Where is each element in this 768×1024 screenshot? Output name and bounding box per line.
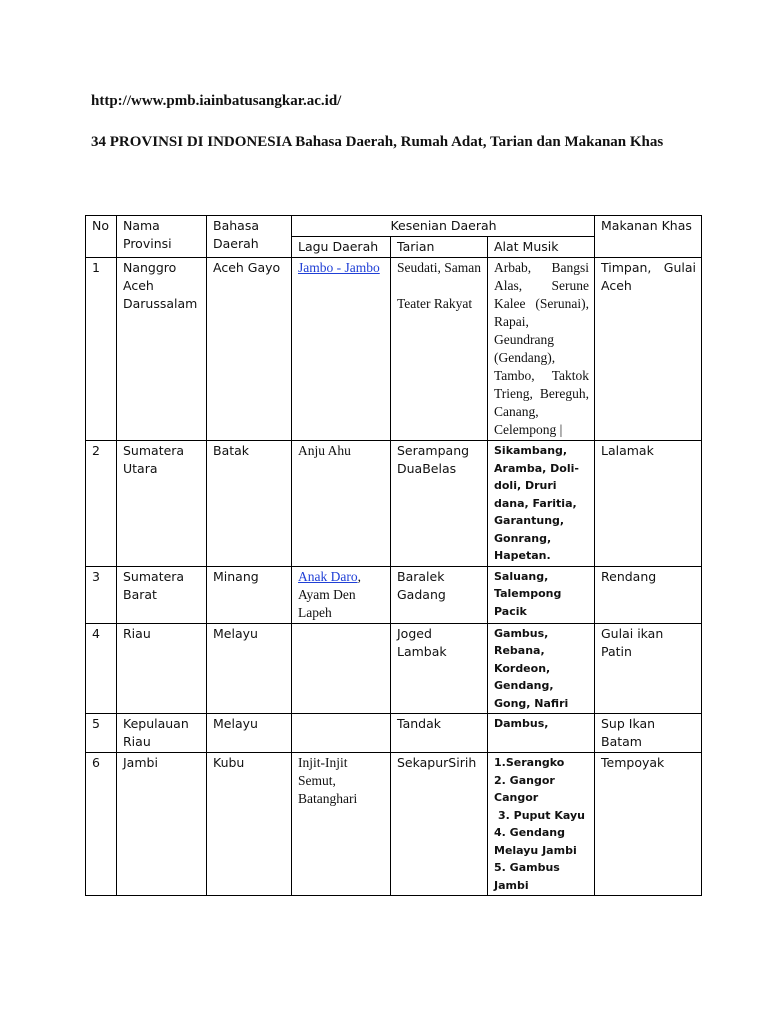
table-row [86, 441, 702, 567]
cell-no: 6 [86, 753, 117, 896]
cell-makanan: Lalamak [595, 441, 702, 567]
cell-tarian: Serampang DuaBelas [391, 441, 488, 567]
cell-provinsi: Nanggro Aceh Darussalam [117, 258, 207, 441]
alat-item: 5. Gambus Jambi [494, 861, 560, 892]
cell-tarian: Joged Lambak [391, 623, 488, 714]
cell-provinsi: Riau [117, 623, 207, 714]
cell-alat: Sikambang, Aramba, Doli-doli, Druri dana, Faritia, Garantung, Gonrang, Hapetan. [488, 441, 595, 567]
header-kesenian: Kesenian Daerah [292, 216, 595, 237]
cell-no: 1 [86, 258, 117, 441]
alat-item: 1.Serangko [494, 756, 565, 769]
cell-lagu [292, 566, 391, 623]
cell-provinsi: Sumatera Barat [117, 566, 207, 623]
lagu-link[interactable]: Jambo - Jambo [298, 260, 380, 275]
header-bahasa: Bahasa Daerah [207, 216, 292, 258]
cell-lagu: Anju Ahu [292, 441, 391, 567]
header-lagu: Lagu Daerah [292, 237, 391, 258]
cell-no: 2 [86, 441, 117, 567]
header-tarian: Tarian [391, 237, 488, 258]
cell-lagu [292, 714, 391, 753]
cell-makanan: Sup Ikan Batam [595, 714, 702, 753]
province-table [85, 215, 702, 896]
cell-bahasa: Melayu [207, 714, 292, 753]
cell-alat: Gambus, Rebana, Kordeon, Gendang, Gong, Nafiri [488, 623, 595, 714]
alat-item: 3. Puput Kayu [498, 808, 585, 822]
lagu-link[interactable]: Anak Daro [298, 568, 358, 584]
cell-no: 4 [86, 623, 117, 714]
cell-bahasa: Minang [207, 566, 292, 623]
cell-alat: Saluang, Talempong Pacik [488, 566, 595, 623]
cell-bahasa: Kubu [207, 753, 292, 896]
cell-bahasa: Batak [207, 441, 292, 567]
header-provinsi: Nama Provinsi [117, 216, 207, 258]
cell-provinsi: Kepulauan Riau [117, 714, 207, 753]
cell-makanan: Tempoyak [595, 753, 702, 896]
table-row [86, 623, 702, 714]
cell-no: 3 [86, 566, 117, 623]
cell-bahasa: Aceh Gayo [207, 258, 292, 441]
cell-lagu [292, 623, 391, 714]
cell-makanan: Gulai ikan Patin [595, 623, 702, 714]
table-row [86, 258, 702, 441]
cell-alat: Arbab, Bangsi Alas, Serune Kalee (Serunai), Rapai, Geundrang (Gendang), Tambo, Taktok Trieng, Bereguh, Canang, Celempong | [488, 258, 595, 441]
page-url: http://www.pmb.iainbatusangkar.ac.id/ [91, 93, 342, 109]
tarian-text: Seudati, Saman [397, 260, 481, 275]
cell-tarian: Tandak [391, 714, 488, 753]
cell-provinsi: Sumatera Utara [117, 441, 207, 567]
cell-tarian [391, 258, 488, 441]
header-row [86, 216, 702, 237]
cell-bahasa: Melayu [207, 623, 292, 714]
alat-item: 2. Gangor Cangor [494, 773, 555, 804]
cell-provinsi: Jambi [117, 753, 207, 896]
cell-makanan: Timpan, Gulai Aceh [595, 258, 702, 441]
cell-makanan: Rendang [595, 566, 702, 623]
cell-no: 5 [86, 714, 117, 753]
cell-lagu [292, 258, 391, 441]
cell-tarian: Baralek Gadang [391, 566, 488, 623]
lagu-text: , Ayam Den Lapeh [298, 568, 361, 620]
cell-lagu: Injit-Injit Semut, Batanghari [292, 753, 391, 896]
alat-item: 4. Gendang Melayu Jambi [494, 826, 577, 857]
document-title: 34 PROVINSI DI INDONESIA Bahasa Daerah, Rumah Adat, Tarian dan Makanan Khas [91, 134, 664, 150]
table-row [86, 566, 702, 623]
header-no: No [86, 216, 117, 258]
table-row [86, 714, 702, 753]
header-alat: Alat Musik [488, 237, 595, 258]
cell-tarian: SekapurSirih [391, 753, 488, 896]
cell-alat: Dambus, [488, 714, 595, 753]
header-makanan: Makanan Khas [595, 216, 702, 258]
tarian-extra: Teater Rakyat [397, 296, 473, 311]
cell-alat [488, 753, 595, 896]
table-row [86, 753, 702, 896]
